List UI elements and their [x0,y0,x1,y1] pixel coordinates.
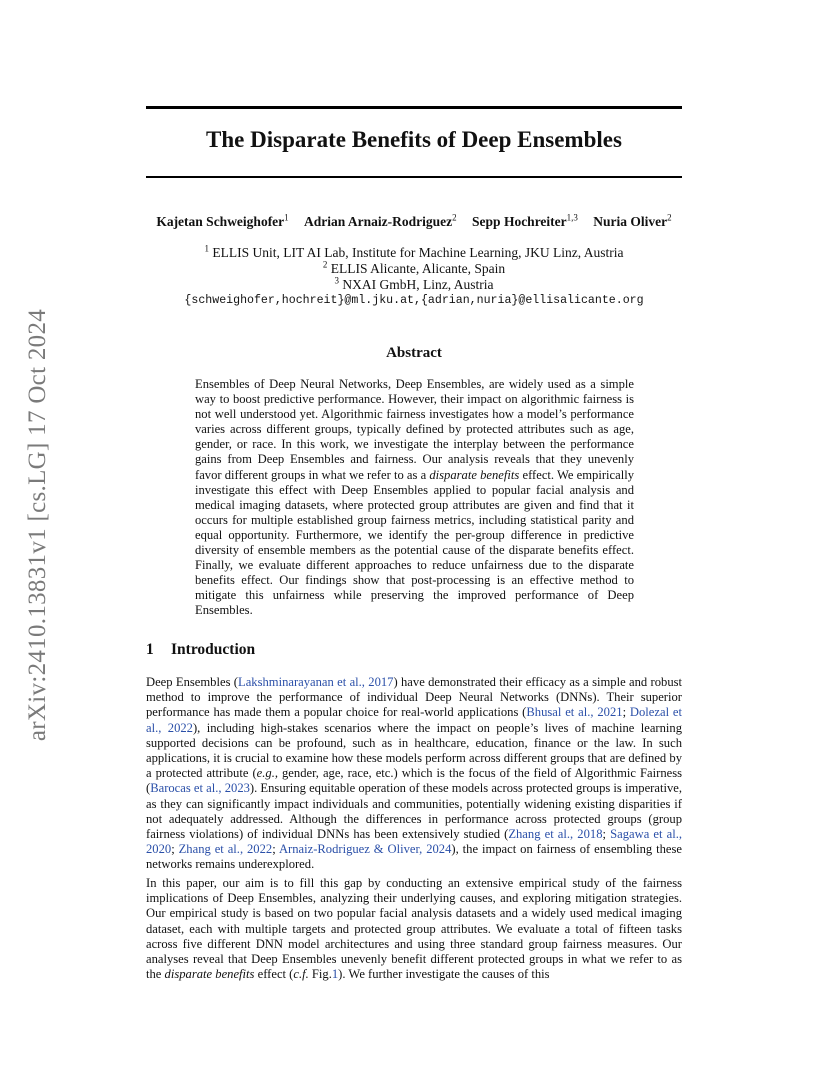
citation-link[interactable]: Arnaiz-Rodriguez & Oliver, 2024 [278,842,452,857]
author: Adrian Arnaiz-Rodriguez$^2$ [304,212,457,229]
affiliation: $^1$ ELLIS Unit, LIT AI Lab, Institute for Machine Learning, JKU Linz, Austria [204,243,624,260]
paper-title: The Disparate Benefits of Deep Ensembles [206,127,622,152]
citation-link[interactable]: Barocas et al., 2023 [150,781,250,796]
citation-link[interactable]: Sagawa et al., 2020 [146,827,682,857]
abstract-text: Ensembles of Deep Neural Networks, Deep Ensembles, are widely used as a simple way to boost predictive performance. However, their impact on algorithmic fairness is not well understood yet. Algorithmic fairness investigates how a model’s performance varies across different groups, typically defined by protected attributes such as age, gender, or race. In this work, we investigate the interplay between the performance gains from Deep Ensembles and fairness. Our analysis reveals that they unevenly favor different groups in what we refer to as a disparate benefits effect. We empirically investigate this effect with Deep Ensembles applied to popular facial analysis and medical imaging datasets, where protected group attributes are given and find that it occurs for multiple established group fairness metrics, including statistical parity and equal opportunity. Furthermore, we identify the per-group difference in predictive diversity of ensemble members as the potential cause of the disparate benefits effect. Finally, we evaluate different approaches to reduce unfairness due to the disparate benefits effect. Our findings show that post-processing is an effective method to mitigate this unfairness while preserving the improved performance of Deep Ensembles. [195,377,634,618]
citation-link[interactable]: Zhang et al., 2018 [508,827,603,842]
citation-link[interactable]: Lakshminarayanan et al., 2017 [238,675,394,689]
citation-link[interactable]: Zhang et al., 2022 [178,842,273,857]
citation-link[interactable]: Bhusal et al., 2021 [526,705,623,720]
citation-link[interactable]: Dolezal et al., 2022 [146,705,682,735]
author: Sepp Hochreiter$^{1,3}$ [472,212,578,229]
author: Kajetan Schweighofer$^1$ [156,212,289,229]
affiliation: $^2$ ELLIS Alicante, Alicante, Spain [322,259,506,276]
arxiv-stamp [20,290,56,760]
author: Nuria Oliver$^2$ [593,212,672,229]
affiliation: $^3$ NXAI GmbH, Linz, Austria [334,275,494,292]
author-list [146,214,682,230]
title-rule-top [146,106,682,109]
figure-reference-link[interactable]: 1 [331,967,339,982]
affiliations [146,245,682,309]
abstract-heading: Abstract [386,345,442,361]
arxiv-identifier: arXiv:2410.13831v1 [cs.LG] 17 Oct 2024 [24,308,51,742]
intro-paragraph-2: In this paper, our aim is to fill this gap by conducting an extensive empirical study of the fairness implications of Deep Ensembles, analyzing their underlying causes, and exploring mitigation strategies. Our empirical study is based on two popular facial analysis datasets and a widely used medical imaging dataset, each with multiple targets and protected group attributes. We evaluate a total of fifteen tasks across five different DNN model architectures and using three standard group fairness measures. Our analyses reveal that Deep Ensembles unevenly benefit different protected groups in what we refer to as the disparate benefits effect (c.f. Fig.1). We further investigate the causes of this [146,876,682,982]
title-rule-bottom [146,176,682,178]
section-heading-introduction: 1 Introduction [146,641,256,658]
intro-paragraph-1: Deep Ensembles (Lakshminarayanan et al., 2017) have demonstrated their efficacy as a simple and robust method to improve the performance of individual Deep Neural Networks (DNNs). Their superior performance has made them a popular choice for real-world applications (Bhusal et al., 2021; Dolezal et al., 2022), including high-stakes scenarios where the impact on people’s lives of machine learning supported decisions can be profound, such as in healthcare, education, finance or the law. In such applications, it is crucial to examine how these models perform across different groups that are defined by a protected attribute (e.g., gender, age, race, etc.) which is the focus of the field of Algorithmic Fairness (Barocas et al., 2023). Ensuring equitable operation of these models across protected groups is imperative, as they can significantly impact individuals and communities, potentially widening existing disparities if not adequately addressed. Although the differences in performance across protected groups (group fairness violations) of individual DNNs has been extensively studied (Zhang et al., 2018; Sagawa et al., 2020; Zhang et al., 2022; Arnaiz-Rodriguez & Oliver, 2024), the impact on fairness of ensembling these networks remains underexplored. [146,675,683,872]
author-emails: {schweighofer,hochreit}@ml.jku.at,{adrian,nuria}@ellisalicante.org [184,294,644,307]
